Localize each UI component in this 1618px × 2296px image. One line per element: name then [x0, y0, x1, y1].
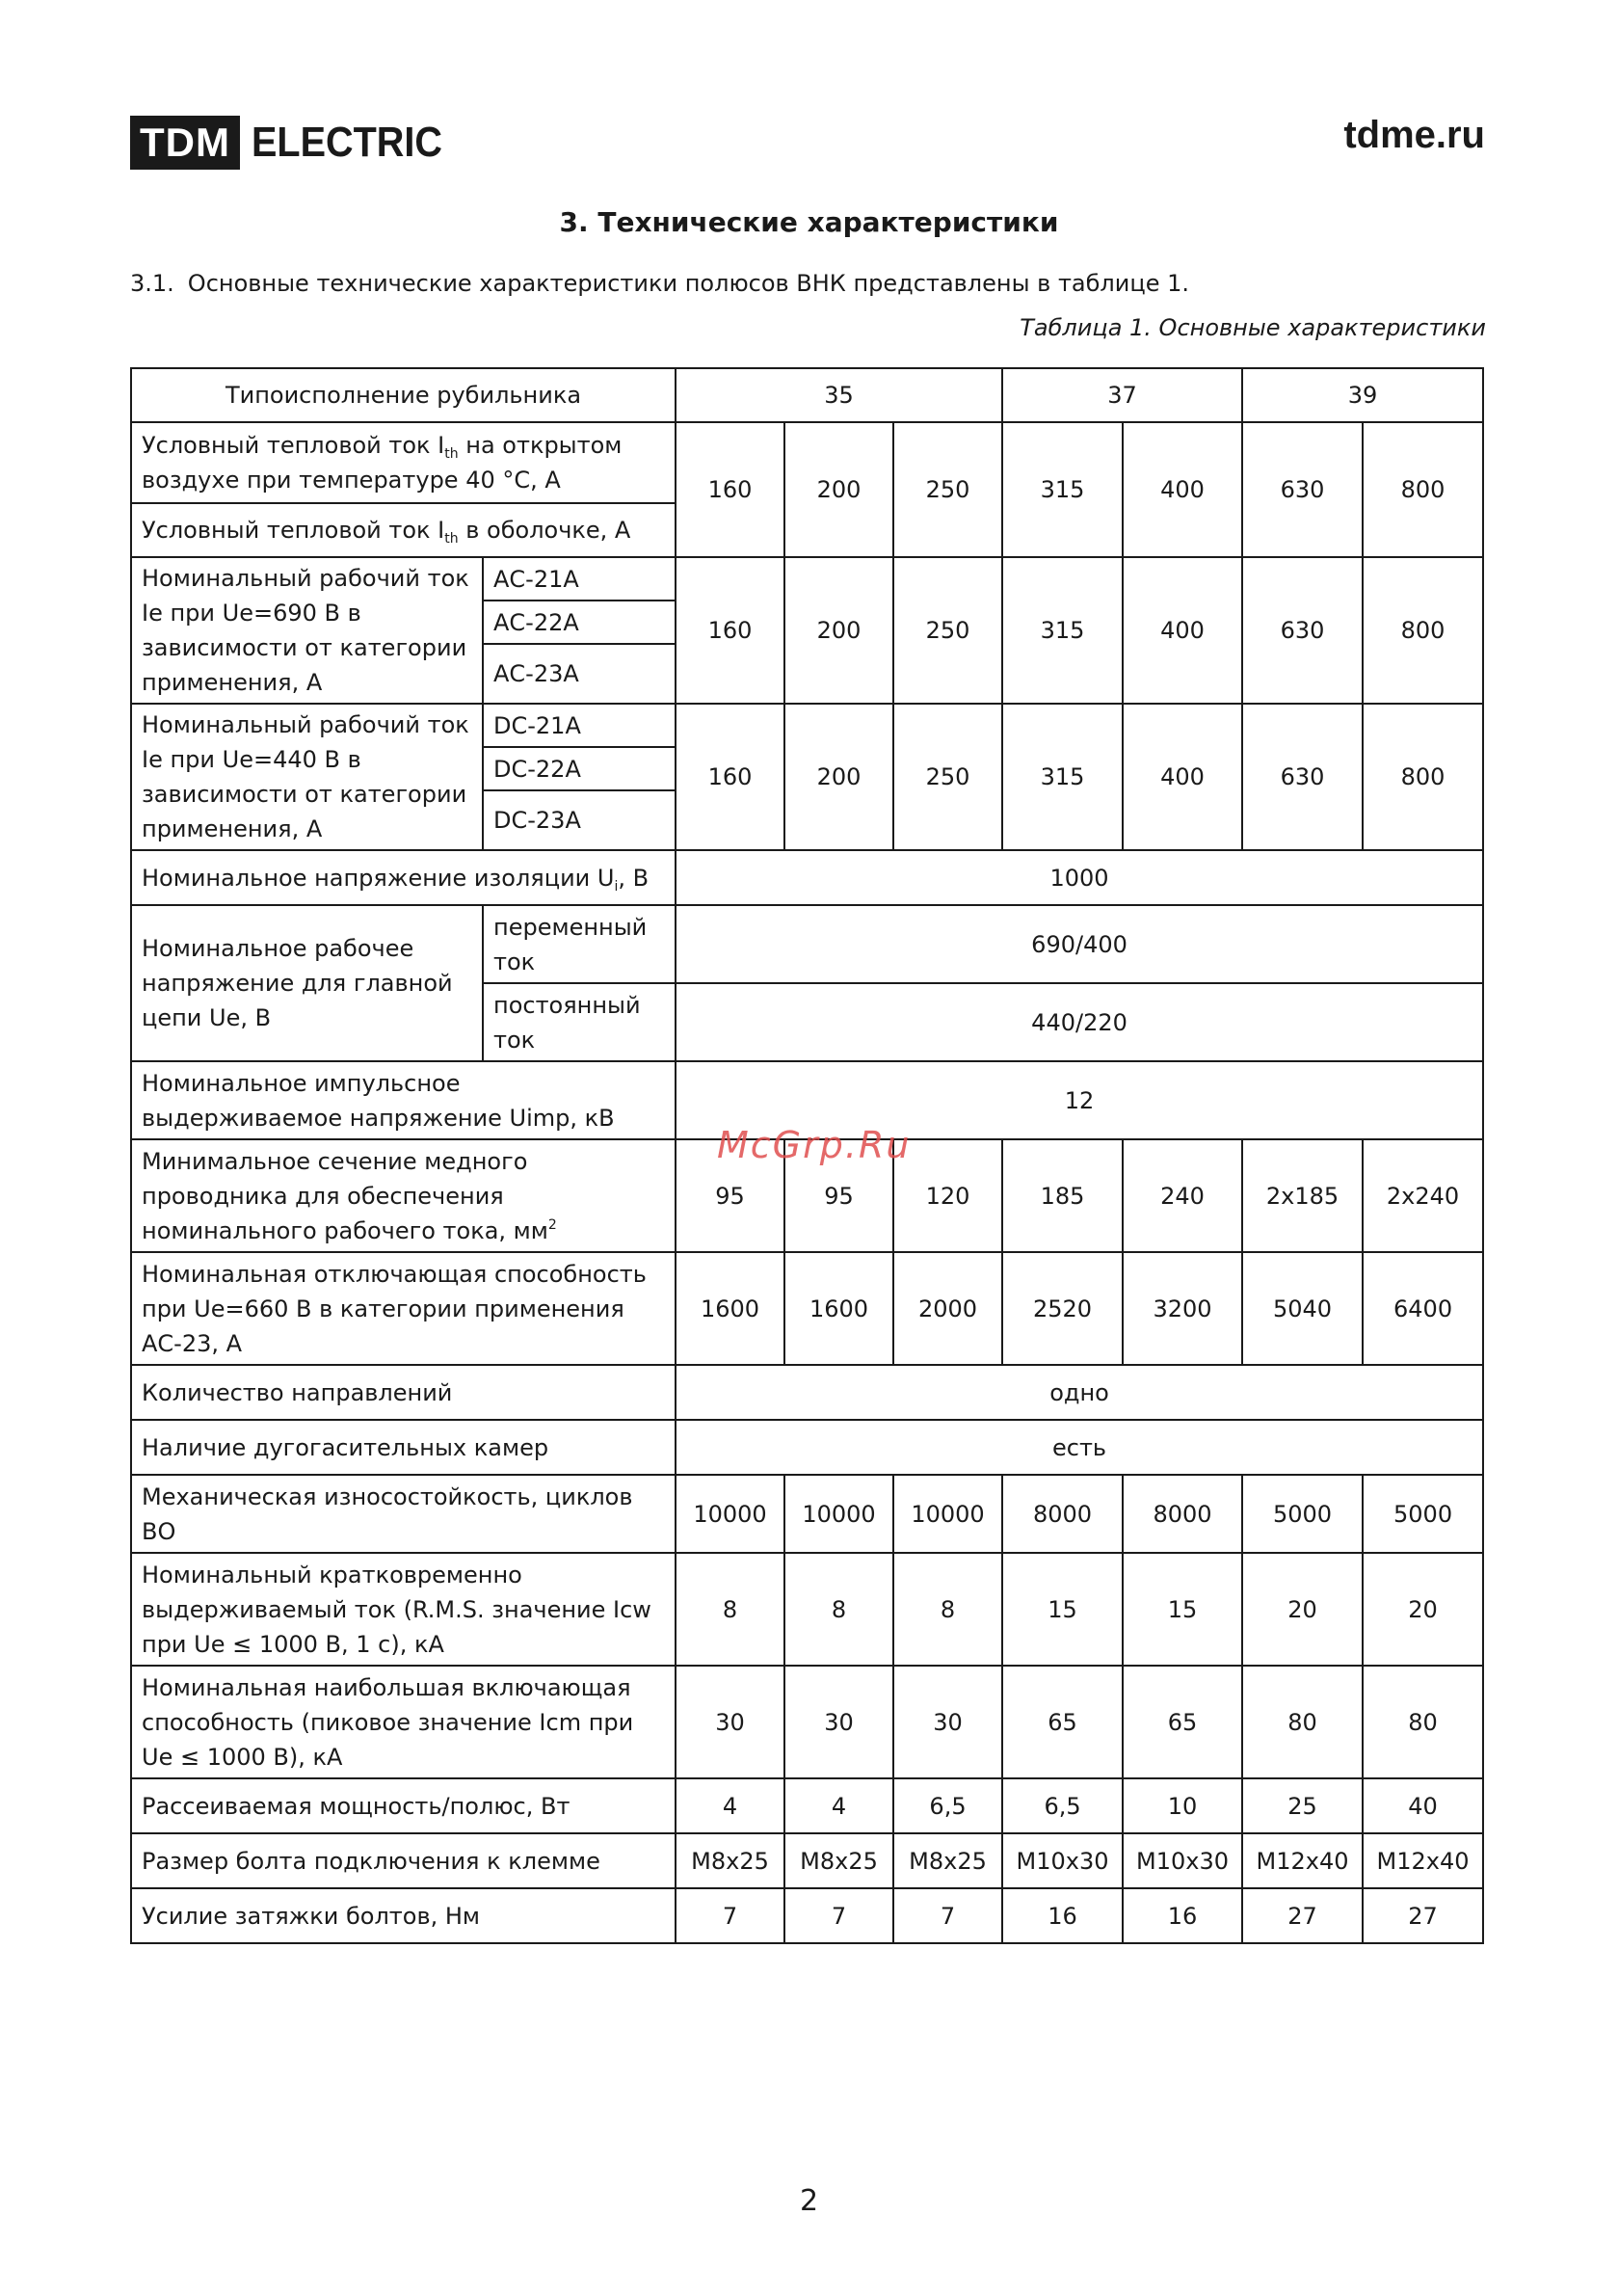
value-cell: 10000	[784, 1475, 893, 1553]
value-cell: 200	[784, 557, 893, 704]
value-cell: 2520	[1002, 1252, 1123, 1365]
value-cell: 250	[893, 704, 1002, 850]
header-group-39: 39	[1242, 368, 1483, 422]
value-cell: 800	[1363, 557, 1483, 704]
value-cell: 8000	[1123, 1475, 1242, 1553]
value-cell: 20	[1363, 1553, 1483, 1666]
thermal-enclosure-label: Условный тепловой ток $I_{th}$ в оболочке, А	[131, 503, 676, 557]
intro-text: Основные технические характеристики полюсов ВНК представлены в таблице 1.	[187, 270, 1189, 297]
power-loss-label: Рассеиваемая мощность/полюс, Вт	[131, 1778, 676, 1833]
value-cell: 315	[1002, 422, 1123, 557]
op-voltage-label: Номинальное рабочее напряжение для главной цепи Ue, В	[131, 905, 483, 1061]
value-cell: 4	[784, 1778, 893, 1833]
value-cell: 315	[1002, 557, 1123, 704]
value-cell: 65	[1123, 1666, 1242, 1778]
value-cell: 80	[1363, 1666, 1483, 1778]
value-cell: 2x185	[1242, 1139, 1363, 1252]
value-cell: M12x40	[1363, 1833, 1483, 1888]
value-cell: 200	[784, 422, 893, 557]
header-type-label: Типоисполнение рубильника	[131, 368, 676, 422]
value-cell: 160	[676, 704, 784, 850]
value-cell: M8x25	[784, 1833, 893, 1888]
value-cell: 440/220	[676, 983, 1483, 1061]
value-cell: 40	[1363, 1778, 1483, 1833]
value-cell: 800	[1363, 422, 1483, 557]
value-cell: 30	[676, 1666, 784, 1778]
value-cell: 5040	[1242, 1252, 1363, 1365]
thermal-open-label: Условный тепловой ток $I_{th}$ на открытом воздухе при температуре 40 °С, А	[131, 422, 676, 503]
header-group-35: 35	[676, 368, 1002, 422]
value-cell: 630	[1242, 557, 1363, 704]
cross-section-label: Минимальное сечение медного проводника для обеспечения номинального рабочего тока, $мм^2$	[131, 1139, 676, 1252]
category-cell: АС-22А	[483, 601, 676, 644]
value-cell: есть	[676, 1420, 1483, 1475]
table-row	[131, 1833, 1483, 1888]
category-cell: DC-21A	[483, 704, 676, 747]
value-cell: 400	[1123, 704, 1242, 850]
watermark: McGrp.Ru	[717, 1124, 912, 1166]
value-cell: 3200	[1123, 1252, 1242, 1365]
value-cell: 1000	[676, 850, 1483, 905]
value-cell: 690/400	[676, 905, 1483, 983]
value-cell: 7	[893, 1888, 1002, 1943]
value-cell: 8	[784, 1553, 893, 1666]
value-cell: 80	[1242, 1666, 1363, 1778]
impulse-label: Номинальное импульсное выдерживаемое напряжение Uimp, кВ	[131, 1061, 676, 1139]
table-row	[131, 557, 1483, 601]
value-cell: 12	[676, 1061, 1483, 1139]
value-cell: 7	[784, 1888, 893, 1943]
value-cell: 5000	[1242, 1475, 1363, 1553]
value-cell: 5000	[1363, 1475, 1483, 1553]
value-cell: 800	[1363, 704, 1483, 850]
value-cell: 200	[784, 704, 893, 850]
table-row	[131, 850, 1483, 905]
table-row	[131, 1553, 1483, 1666]
insulation-label: Номинальное напряжение изоляции $U_i$, В	[131, 850, 676, 905]
page-number: 2	[799, 2184, 819, 2218]
value-cell: 10000	[676, 1475, 784, 1553]
table-header-row	[131, 368, 1483, 422]
table-row	[131, 1365, 1483, 1420]
value-cell: 630	[1242, 422, 1363, 557]
value-cell: M12x40	[1242, 1833, 1363, 1888]
torque-label: Усилие затяжки болтов, Нм	[131, 1888, 676, 1943]
value-cell: 7	[676, 1888, 784, 1943]
ac-current-label: Номинальный рабочий ток Ie при Ue=690 В в зависимости от категории применения, А	[131, 557, 483, 704]
header-group-37: 37	[1002, 368, 1242, 422]
current-type-cell: переменный ток	[483, 905, 676, 983]
value-cell: 65	[1002, 1666, 1123, 1778]
value-cell: M8x25	[676, 1833, 784, 1888]
table-caption: Таблица 1. Основные характеристики	[1020, 314, 1486, 341]
value-cell: 6,5	[893, 1778, 1002, 1833]
value-cell: 6400	[1363, 1252, 1483, 1365]
value-cell: 15	[1002, 1553, 1123, 1666]
value-cell: 160	[676, 557, 784, 704]
value-cell: 2000	[893, 1252, 1002, 1365]
value-cell: 27	[1363, 1888, 1483, 1943]
value-cell: 95	[784, 1139, 893, 1252]
arc-chambers-label: Наличие дугогасительных камер	[131, 1420, 676, 1475]
value-cell: 1600	[784, 1252, 893, 1365]
value-cell: 10000	[893, 1475, 1002, 1553]
intro-number: 3.1.	[130, 270, 174, 297]
logo-box: TDM	[130, 116, 240, 170]
value-cell: 400	[1123, 422, 1242, 557]
table-row	[131, 905, 1483, 983]
table-row	[131, 1666, 1483, 1778]
value-cell: 30	[784, 1666, 893, 1778]
short-time-label: Номинальный кратковременно выдерживаемый ток (R.M.S. значение Icw при Ue ≤ 1000 В, 1 с), кА	[131, 1553, 676, 1666]
brand-logo	[130, 116, 464, 170]
logo-text: ELECTRIC	[251, 119, 442, 166]
bolt-size-label: Размер болта подключения к клемме	[131, 1833, 676, 1888]
value-cell: одно	[676, 1365, 1483, 1420]
value-cell: 630	[1242, 704, 1363, 850]
site-url: tdme.ru	[1343, 114, 1485, 156]
making-label: Номинальная наибольшая включающая способность (пиковое значение Icm при Ue ≤ 1000 В), кА	[131, 1666, 676, 1778]
value-cell: 250	[893, 422, 1002, 557]
value-cell: 25	[1242, 1778, 1363, 1833]
category-cell: АС-23А	[483, 644, 676, 704]
value-cell: 240	[1123, 1139, 1242, 1252]
value-cell: 20	[1242, 1553, 1363, 1666]
value-cell: 8	[676, 1553, 784, 1666]
mech-life-label: Механическая износостойкость, циклов ВО	[131, 1475, 676, 1553]
value-cell: 2x240	[1363, 1139, 1483, 1252]
value-cell: 8	[893, 1553, 1002, 1666]
value-cell: 6,5	[1002, 1778, 1123, 1833]
value-cell: 1600	[676, 1252, 784, 1365]
category-cell: АС-21А	[483, 557, 676, 601]
value-cell: M10x30	[1002, 1833, 1123, 1888]
intro-paragraph	[130, 270, 1189, 297]
value-cell: 16	[1002, 1888, 1123, 1943]
value-cell: 10	[1123, 1778, 1242, 1833]
table-row	[131, 1778, 1483, 1833]
value-cell: 160	[676, 422, 784, 557]
table-row	[131, 1252, 1483, 1365]
table-row	[131, 422, 1483, 503]
category-cell: DC-22A	[483, 747, 676, 790]
dc-current-label: Номинальный рабочий ток Ie при Ue=440 В в зависимости от категории применения, А	[131, 704, 483, 850]
value-cell: 185	[1002, 1139, 1123, 1252]
section-title: 3. Технические характеристики	[559, 206, 1059, 238]
value-cell: 27	[1242, 1888, 1363, 1943]
value-cell: 315	[1002, 704, 1123, 850]
current-type-cell: постоянный ток	[483, 983, 676, 1061]
category-cell: DC-23A	[483, 790, 676, 850]
value-cell: 120	[893, 1139, 1002, 1252]
value-cell: 250	[893, 557, 1002, 704]
table-row	[131, 1475, 1483, 1553]
value-cell: M10x30	[1123, 1833, 1242, 1888]
table-row	[131, 1420, 1483, 1475]
directions-label: Количество направлений	[131, 1365, 676, 1420]
value-cell: 30	[893, 1666, 1002, 1778]
table-row	[131, 704, 1483, 747]
value-cell: 95	[676, 1139, 784, 1252]
value-cell: 16	[1123, 1888, 1242, 1943]
value-cell: 400	[1123, 557, 1242, 704]
value-cell: 4	[676, 1778, 784, 1833]
value-cell: 15	[1123, 1553, 1242, 1666]
value-cell: M8x25	[893, 1833, 1002, 1888]
value-cell: 8000	[1002, 1475, 1123, 1553]
table-row	[131, 1888, 1483, 1943]
breaking-label: Номинальная отключающая способность при Ue=660 В в категории применения АС-23, А	[131, 1252, 676, 1365]
